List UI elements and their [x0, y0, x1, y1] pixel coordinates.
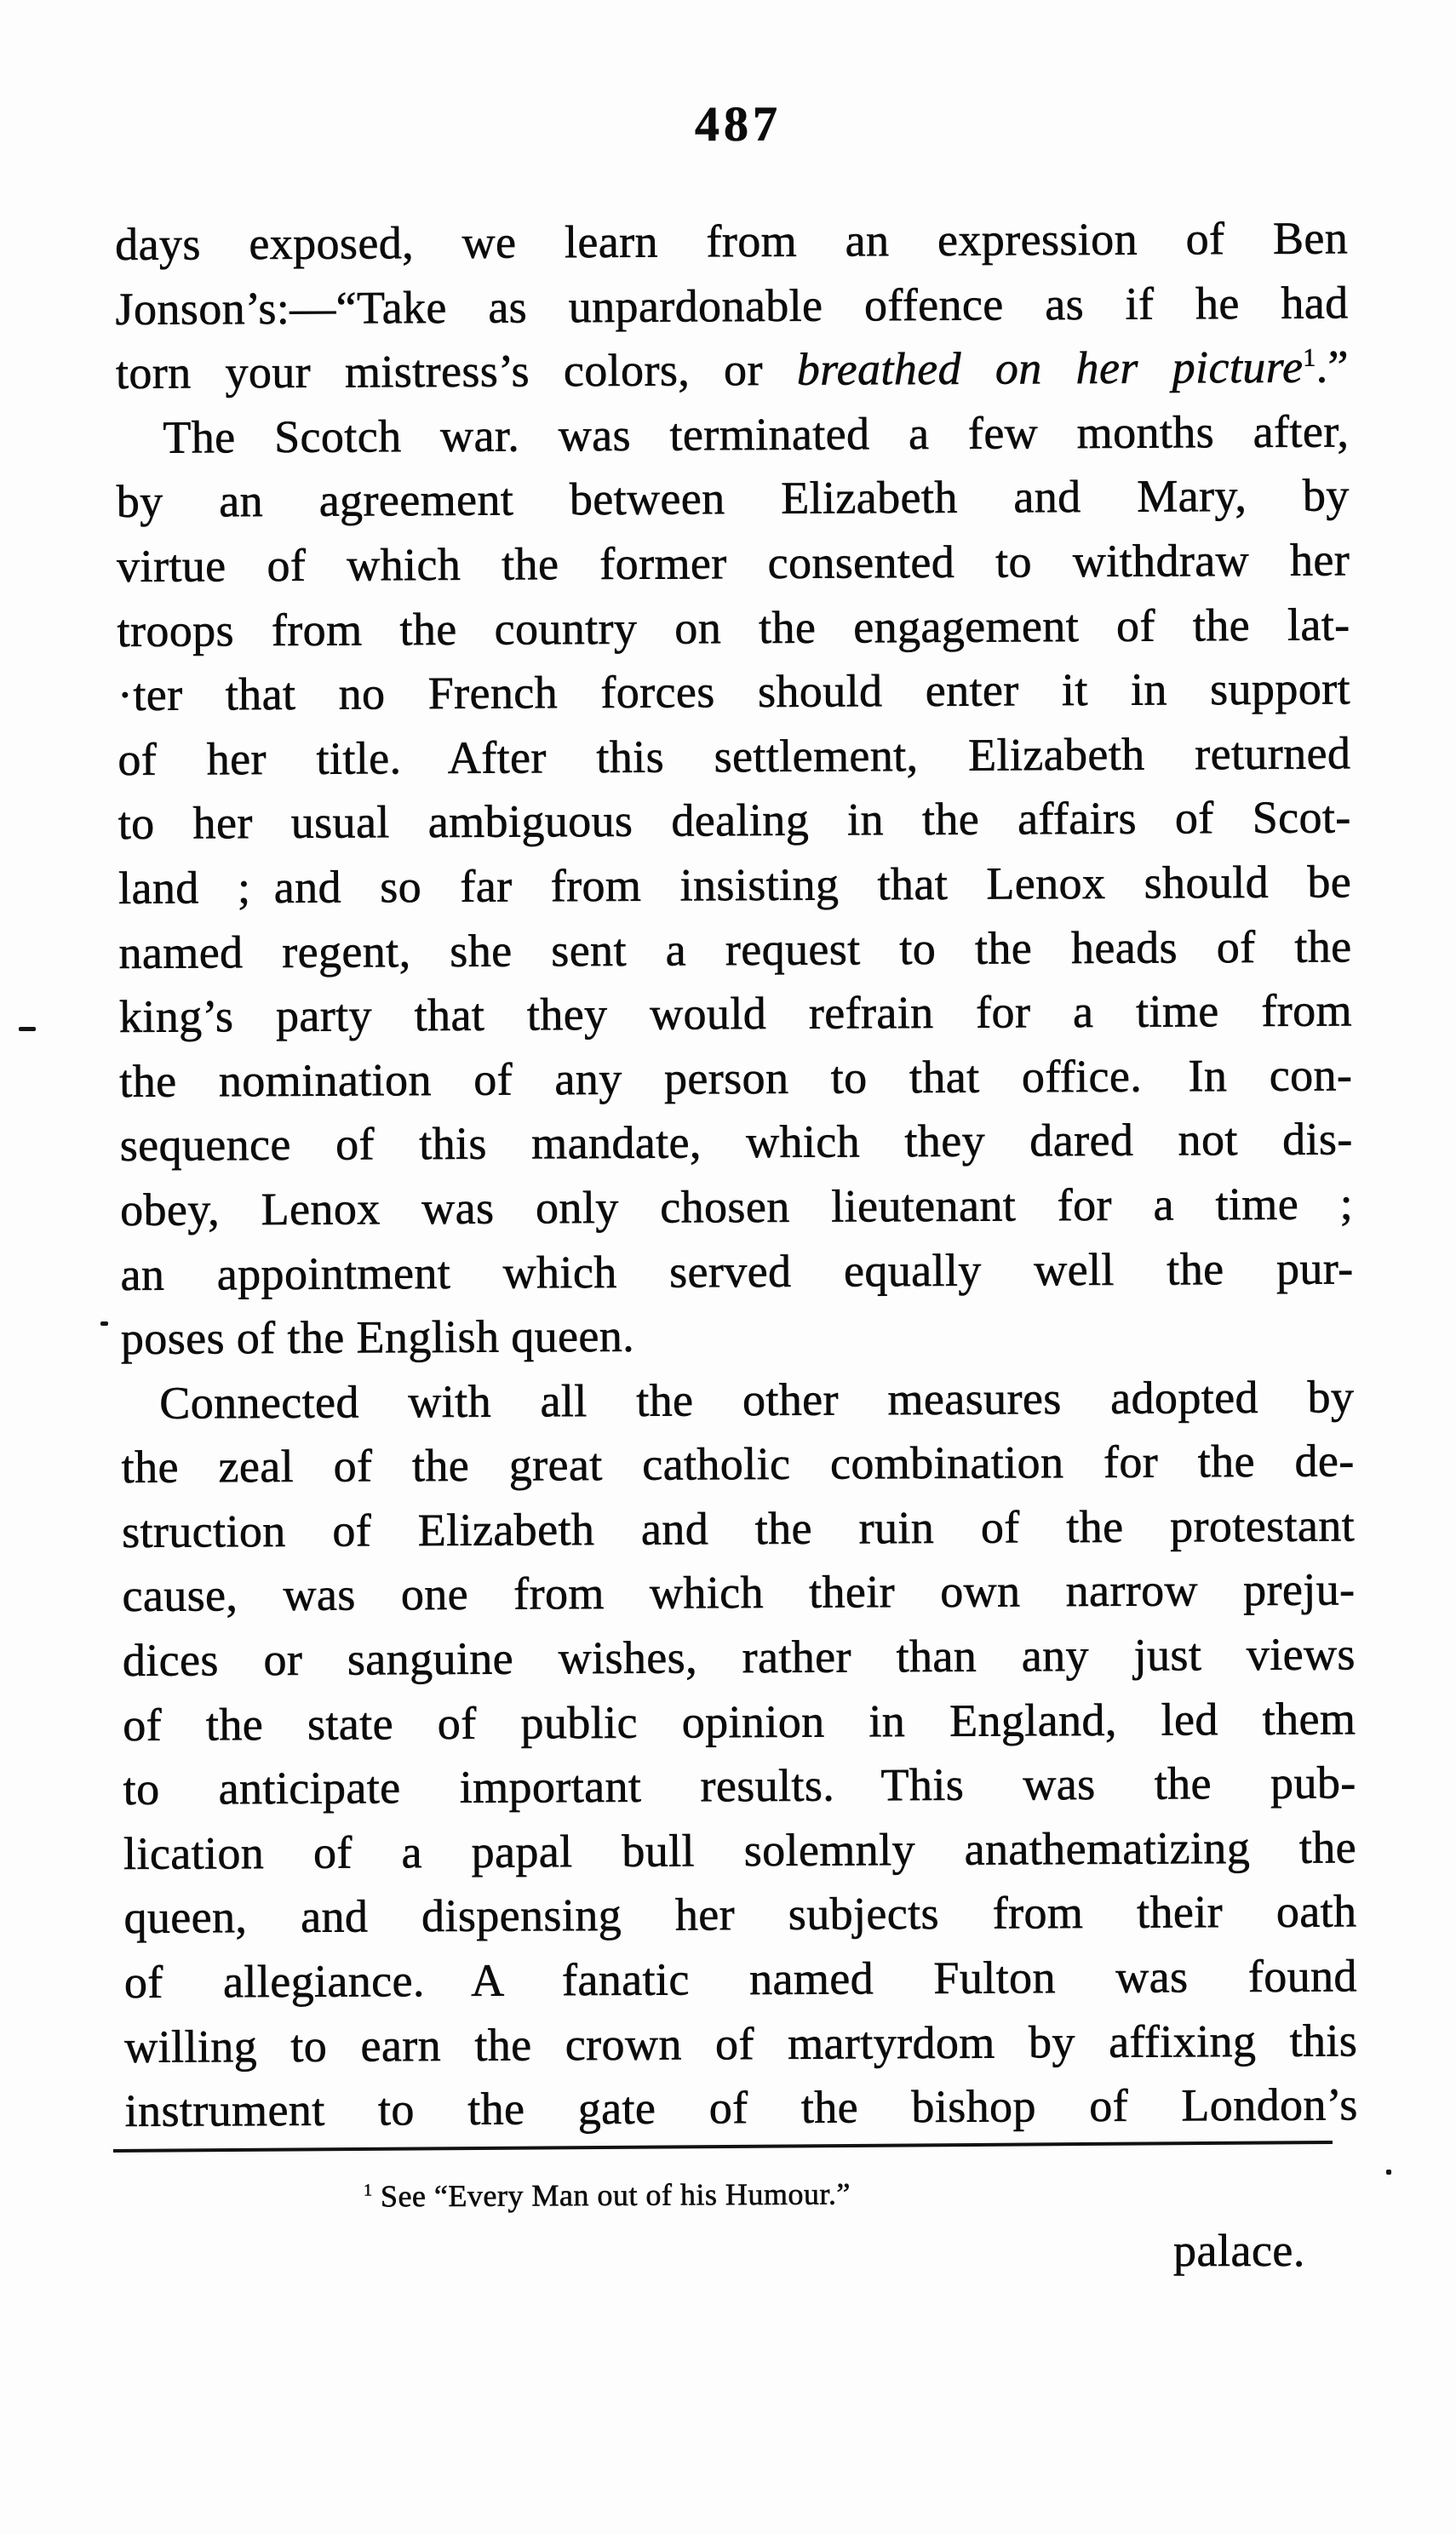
- text-line: dices or sanguine wishes, rather than any just views: [122, 1628, 1356, 1687]
- text-line: the nomination of any person to that office. In con-: [119, 1049, 1353, 1107]
- text-line: to her usual ambiguous dealing in the affairs of Scot-: [118, 791, 1351, 850]
- text-line: king’s party that they would refrain for a time from: [118, 984, 1353, 1043]
- text-line: ·ter that no French forces should enter it in support: [117, 662, 1351, 721]
- text-line: willing to earn the crown of martyrdom by affixing this: [124, 2015, 1358, 2072]
- footnote: [115, 2174, 1333, 2216]
- footnote-ref-1: 1: [1303, 344, 1316, 372]
- text-line: struction of Elizabeth and the ruin of the protestant: [121, 1499, 1356, 1557]
- text-line-with-footnote-ref: [116, 335, 1349, 406]
- text-line: of her title. After this settlement, Elizabeth returned: [118, 727, 1351, 785]
- text-line: of allegiance. A fanatic named Fulton was found: [123, 1950, 1358, 2009]
- text-line: cause, was one from which their own narrow preju-: [122, 1563, 1356, 1622]
- text-line: to anticipate important results. This was the pub-: [123, 1757, 1356, 1815]
- scan-speck: [1386, 2170, 1391, 2175]
- body-text: [115, 206, 1358, 2143]
- line-closing-quote: .”: [1316, 341, 1350, 393]
- scan-speck: [100, 1321, 108, 1326]
- text-line: Jonson’s:—“Take as unpardonable offence as if he had: [115, 277, 1349, 335]
- text-line-paragraph-end: poses of the English queen.: [120, 1310, 635, 1365]
- footnote-text: See “Every Man out of his Humour.”: [380, 2176, 851, 2214]
- footnote-marker: 1: [364, 2181, 373, 2200]
- text-line: virtue of which the former consented to withdraw her: [117, 534, 1350, 592]
- text-line-paragraph-start: The Scotch war. was terminated a few months after,: [163, 405, 1350, 463]
- text-line: by an agreement between Elizabeth and Mary, by: [116, 469, 1350, 528]
- text-line: troops from the country on the engagement of the lat-: [117, 598, 1350, 656]
- text-line: lication of a papal bull solemnly anathematizing the: [123, 1821, 1357, 1879]
- text-line: an appointment which served equally well the pur-: [120, 1241, 1354, 1300]
- text-line: sequence of this mandate, which they dared not dis-: [119, 1113, 1353, 1172]
- catchword: palace.: [1173, 2225, 1305, 2276]
- page-number: 487: [695, 96, 782, 152]
- text-line: instrument to the gate of the bishop of London’s: [124, 2078, 1358, 2137]
- text-line: queen, and dispensing her subjects from their oath: [123, 1885, 1357, 1944]
- line-regular-text: torn your mistress’s colors, or: [115, 343, 797, 399]
- text-line: the zeal of the great catholic combination for the de-: [121, 1435, 1355, 1493]
- scan-speck: [19, 1027, 36, 1031]
- text-line: named regent, she sent a request to the heads of the: [118, 920, 1352, 978]
- text-line-paragraph-start: Connected with all the other measures adopted by: [159, 1371, 1355, 1429]
- text-line: of the state of public opinion in England, led them: [123, 1693, 1356, 1751]
- text-line: days exposed, we learn from an expression of Ben: [115, 212, 1349, 270]
- text-line: land ; and so far from insisting that Lenox should be: [118, 856, 1352, 914]
- line-italic-text: breathed on her picture: [796, 341, 1304, 395]
- text-line: obey, Lenox was only chosen lieutenant for a time ;: [119, 1178, 1354, 1235]
